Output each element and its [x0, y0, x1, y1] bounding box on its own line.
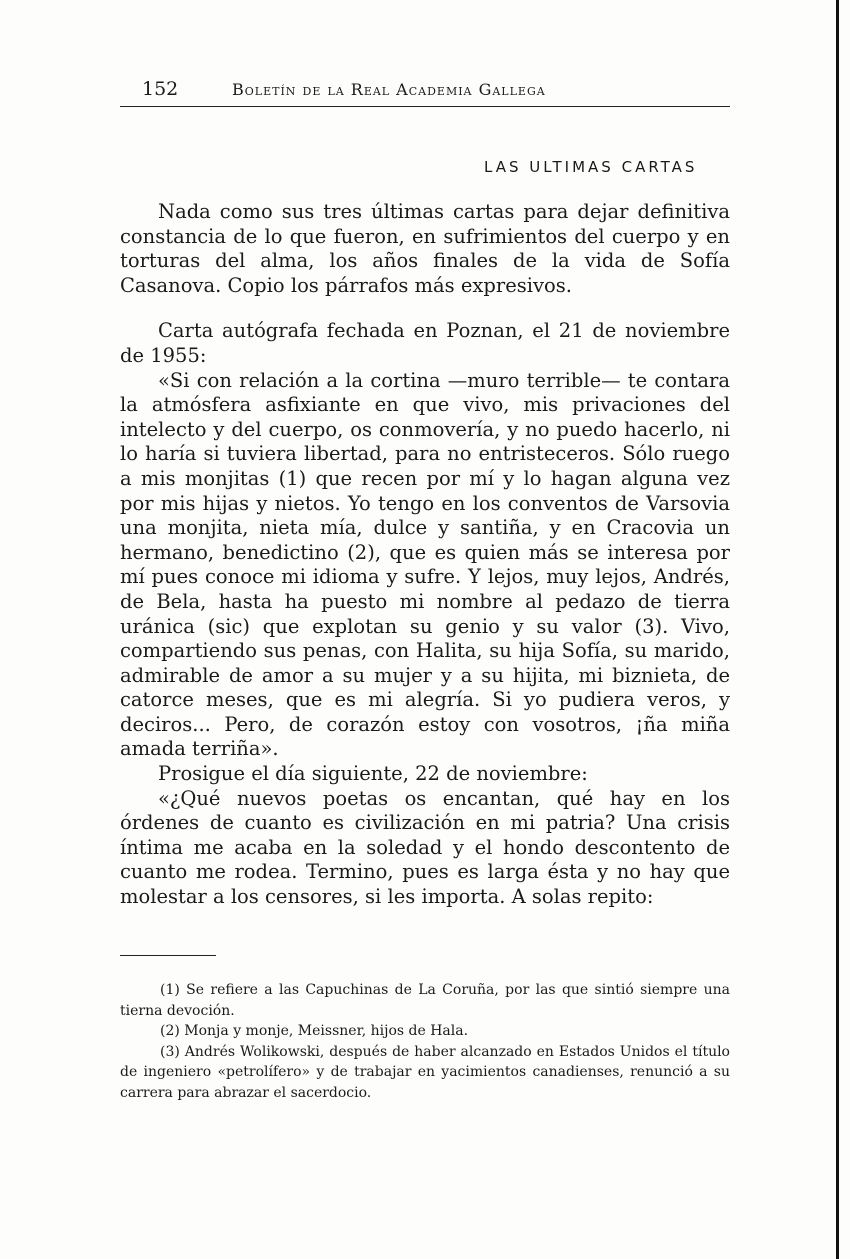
- paragraph: Nada como sus tres últimas cartas para dejar definitiva constancia de lo que fueron, en sufrimientos del cuerpo y en torturas del alma, los años finales de la vida de Sofía Casanova. Copio los párrafos más expresivos.: [120, 200, 730, 297]
- footnote: (3) Andrés Wolikowski, después de haber alcanzado en Estados Unidos el título de ingeniero «petrolífero» y de trabajar en yacimientos canadienses, renunció a su carrera para abrazar el sacerdocio.: [120, 1043, 730, 1101]
- header-rule: [120, 106, 730, 107]
- section-title: LAS ULTIMAS CARTAS: [484, 158, 698, 176]
- footnote: (1) Se refiere a las Capuchinas de La Coruña, por las que sintió siempre una tierna devoción.: [120, 982, 730, 1019]
- page-header: [142, 78, 732, 104]
- footnote-rule: [120, 955, 216, 956]
- footnote: (2) Monja y monje, Meissner, hijos de Hala.: [160, 1023, 469, 1039]
- page-edge-line: [836, 0, 839, 1259]
- paragraph-gap: [120, 298, 730, 319]
- paragraph: «Si con relación a la cortina —muro terrible— te contara la atmósfera asfixiante en que vivo, mis privaciones del intelecto y del cuerpo, os conmovería, y no puedo hacerlo, ni lo haría si tuviera libertad, para no entristeceros. Sólo ruego a mis monjitas (1) que recen por mí y lo hagan alguna vez por mis hijas y nietos. Yo tengo en los conventos de Varsovia una monjita, nieta mía, dulce y santiña, y en Cracovia un hermano, benedictino (2), que es quien más se interesa por mí pues conoce mi idioma y sufre. Y lejos, muy lejos, Andrés, de Bela, hasta ha puesto mi nombre al pedazo de tierra uránica (sic) que explotan su genio y su valor (3). Vivo, compartiendo sus penas, con Halita, su hija Sofía, su marido, admirable de amor a su mujer y a su hijita, mi biznieta, de catorce meses, que es mi alegría. Si yo pudiera veros, y deciros... Pero, de corazón estoy con vosotros, ¡ña miña amada terriña».: [120, 368, 730, 761]
- body-text: [120, 200, 730, 910]
- paragraph: «¿Qué nuevos poetas os encantan, qué hay en los órdenes de cuanto es civilización en mi patria? Una crisis íntima me acaba en la soledad y el hondo descontento de cuanto me rodea. Termino, pues es larga ésta y no hay que molestar a los censores, si les importa. A solas repito:: [120, 786, 730, 909]
- running-title: Boletín de la Real Academia Gallega: [232, 80, 546, 99]
- paragraph: Carta autógrafa fechada en Poznan, el 21 de noviembre de 1955:: [120, 319, 730, 367]
- page-number: 152: [142, 78, 179, 100]
- footnotes: [120, 980, 730, 1103]
- paragraph: Prosigue el día siguiente, 22 de noviembre:: [158, 762, 588, 786]
